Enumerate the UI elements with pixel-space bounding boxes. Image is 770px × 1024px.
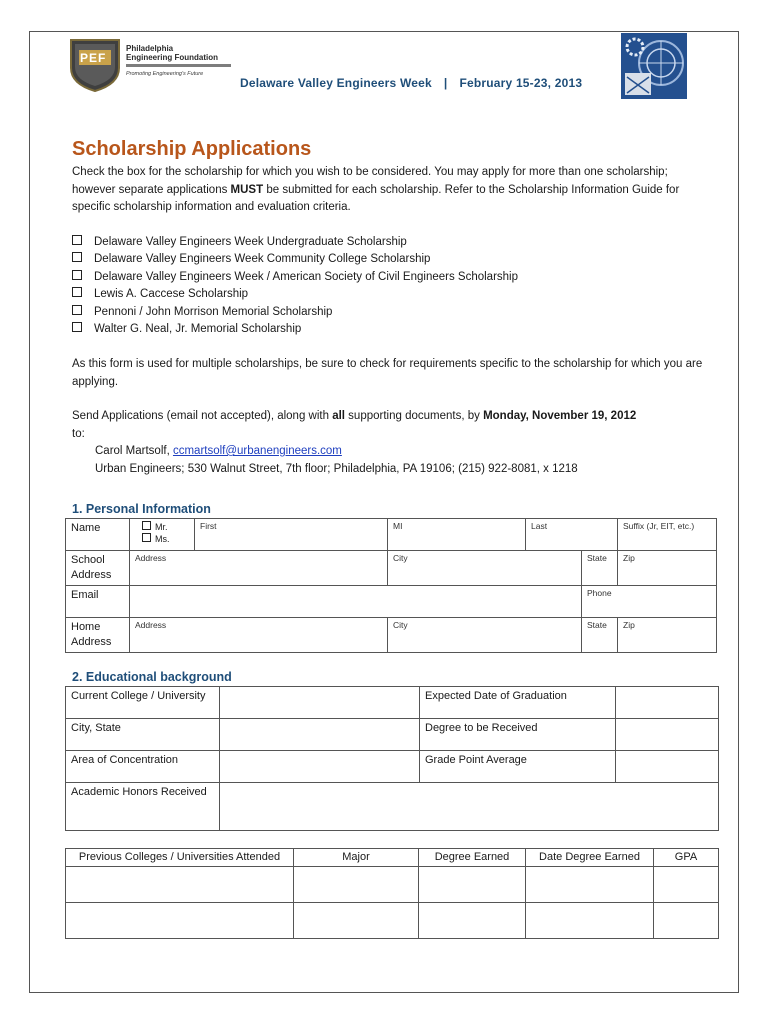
home-zip-field[interactable]: Zip: [618, 618, 717, 653]
home-address-field[interactable]: Address: [130, 618, 388, 653]
title-mr[interactable]: [142, 521, 194, 533]
intro-text-1: Check the box for the scholarship for which you wish to be considered. You may apply for more than one scholarship; however separate applications: [72, 166, 668, 196]
org-name: [126, 44, 218, 62]
school-address-field[interactable]: Address: [130, 551, 388, 586]
prev-major-cell[interactable]: [294, 867, 419, 903]
prev-degree-cell[interactable]: [419, 903, 526, 939]
page-title: Scholarship Applications: [72, 138, 312, 160]
intro-paragraph: [72, 164, 707, 217]
title-ms-label: Ms.: [155, 534, 170, 544]
prev-gpa-cell[interactable]: [654, 903, 719, 939]
degree-received-field[interactable]: [616, 719, 719, 751]
org-name-line2: Engineering Foundation: [126, 53, 218, 62]
title-options: [130, 519, 195, 550]
email-field[interactable]: [130, 586, 582, 618]
education-table: [65, 686, 719, 831]
contact-block: [95, 443, 578, 478]
previous-colleges-table: [65, 848, 719, 939]
org-name-line1: Philadelphia: [126, 44, 174, 53]
scholarship-label: Delaware Valley Engineers Week Community College Scholarship: [94, 253, 431, 266]
logo-letters: PEF: [80, 51, 107, 65]
suffix-field[interactable]: Suffix (Jr, EIT, etc.): [618, 519, 717, 551]
home-state-field[interactable]: State: [582, 618, 618, 653]
logo-divider: [126, 64, 231, 67]
send-instructions: [72, 408, 707, 443]
school-address-label: School Address: [66, 551, 130, 586]
scholarship-label: Delaware Valley Engineers Week Undergraduate Scholarship: [94, 236, 407, 248]
col-previous-colleges: Previous Colleges / Universities Attended: [66, 849, 294, 867]
scholarship-option[interactable]: [72, 321, 518, 338]
name-first-cell[interactable]: [130, 519, 388, 551]
current-college-field[interactable]: [220, 687, 420, 719]
name-label: Name: [66, 519, 130, 551]
last-name-field[interactable]: Last: [526, 519, 618, 551]
contact-address: Urban Engineers; 530 Walnut Street, 7th floor; Philadelphia, PA 19106; (215) 922-8081, x 1218: [95, 462, 578, 475]
checkbox[interactable]: [72, 322, 82, 332]
checkbox[interactable]: [142, 533, 151, 542]
send-text-3: to:: [72, 427, 85, 440]
scholarship-option[interactable]: [72, 286, 518, 303]
personal-info-table: [65, 518, 717, 653]
honors-label: Academic Honors Received: [66, 783, 220, 831]
title-ms[interactable]: [142, 533, 194, 545]
checkbox[interactable]: [142, 521, 151, 530]
contact-name: Carol Martsolf,: [95, 445, 173, 457]
area-label: Area of Concentration: [66, 751, 220, 783]
scholarship-label: Walter G. Neal, Jr. Memorial Scholarship: [94, 322, 302, 335]
intro-must: MUST: [230, 183, 264, 196]
scholarship-option[interactable]: [72, 269, 518, 286]
engineering-art-image: [621, 33, 687, 99]
col-major: Major: [294, 849, 419, 867]
school-zip-field[interactable]: Zip: [618, 551, 717, 586]
scholarship-label: Pennoni / John Morrison Memorial Scholarship: [94, 305, 333, 318]
col-degree-earned: Degree Earned: [419, 849, 526, 867]
send-text-1: Send Applications (email not accepted), along with: [72, 410, 333, 422]
checkbox[interactable]: [72, 305, 82, 315]
first-name-field[interactable]: First: [200, 521, 217, 531]
prev-date-cell[interactable]: [526, 903, 654, 939]
scholarship-checklist: [72, 234, 518, 338]
table-row: [66, 867, 719, 903]
deadline: Monday, November 19, 2012: [483, 410, 637, 422]
scholarship-label: Delaware Valley Engineers Week / American Society of Civil Engineers Scholarship: [94, 270, 518, 283]
scholarship-option[interactable]: [72, 251, 518, 268]
event-header: [240, 76, 582, 90]
gear-globe-icon: [621, 33, 687, 99]
intro-text-2: be submitted for each scholarship. Refer to the Scholarship Information Guide for specific scholarship information and evaluation criteria.: [72, 183, 680, 213]
home-address-label: Home Address: [66, 618, 130, 653]
pef-logo: [69, 38, 231, 92]
degree-received-label: Degree to be Received: [420, 719, 616, 751]
section-personal-heading: 1. Personal Information: [72, 502, 211, 516]
requirements-note: As this form is used for multiple scholarships, be sure to check for requirements specific to the scholarship for which you are applying.: [72, 358, 703, 388]
email-label: Email: [66, 586, 130, 618]
checkbox[interactable]: [72, 252, 82, 262]
send-all: all: [332, 410, 345, 422]
area-field[interactable]: [220, 751, 420, 783]
checkbox[interactable]: [72, 235, 82, 245]
section-education-heading: 2. Educational background: [72, 670, 232, 684]
phone-field[interactable]: Phone: [582, 586, 717, 618]
prev-degree-cell[interactable]: [419, 867, 526, 903]
school-state-field[interactable]: State: [582, 551, 618, 586]
event-dates: February 15-23, 2013: [459, 76, 583, 90]
city-state-field[interactable]: [220, 719, 420, 751]
current-college-label: Current College / University: [66, 687, 220, 719]
org-tagline: Promoting Engineering's Future: [126, 71, 204, 77]
school-city-field[interactable]: City: [388, 551, 582, 586]
col-date-degree-earned: Date Degree Earned: [526, 849, 654, 867]
scholarship-option[interactable]: [72, 304, 518, 321]
send-text-2: supporting documents, by: [344, 410, 484, 422]
mi-field[interactable]: MI: [388, 519, 526, 551]
title-mr-label: Mr.: [155, 522, 168, 532]
table-row: [66, 903, 719, 939]
city-state-label: City, State: [66, 719, 220, 751]
prev-college-cell[interactable]: [66, 867, 294, 903]
event-name: Delaware Valley Engineers Week: [240, 76, 432, 90]
contact-email-link[interactable]: ccmartsolf@urbanengineers.com: [172, 445, 342, 457]
col-gpa: GPA: [654, 849, 719, 867]
prev-college-cell[interactable]: [66, 903, 294, 939]
prev-major-cell[interactable]: [294, 903, 419, 939]
prev-date-cell[interactable]: [526, 867, 654, 903]
checkbox[interactable]: [72, 287, 82, 297]
checkbox[interactable]: [72, 270, 82, 280]
scholarship-label: Lewis A. Caccese Scholarship: [94, 288, 249, 301]
pef-shield-icon: [69, 38, 121, 92]
honors-field[interactable]: [220, 783, 719, 831]
home-city-field[interactable]: City: [388, 618, 582, 653]
gpa-field[interactable]: [616, 751, 719, 783]
prev-gpa-cell[interactable]: [654, 867, 719, 903]
gpa-label: Grade Point Average: [420, 751, 616, 783]
expected-grad-field[interactable]: [616, 687, 719, 719]
event-separator: |: [443, 76, 448, 90]
expected-grad-label: Expected Date of Graduation: [420, 687, 616, 719]
scholarship-option[interactable]: [72, 234, 518, 251]
